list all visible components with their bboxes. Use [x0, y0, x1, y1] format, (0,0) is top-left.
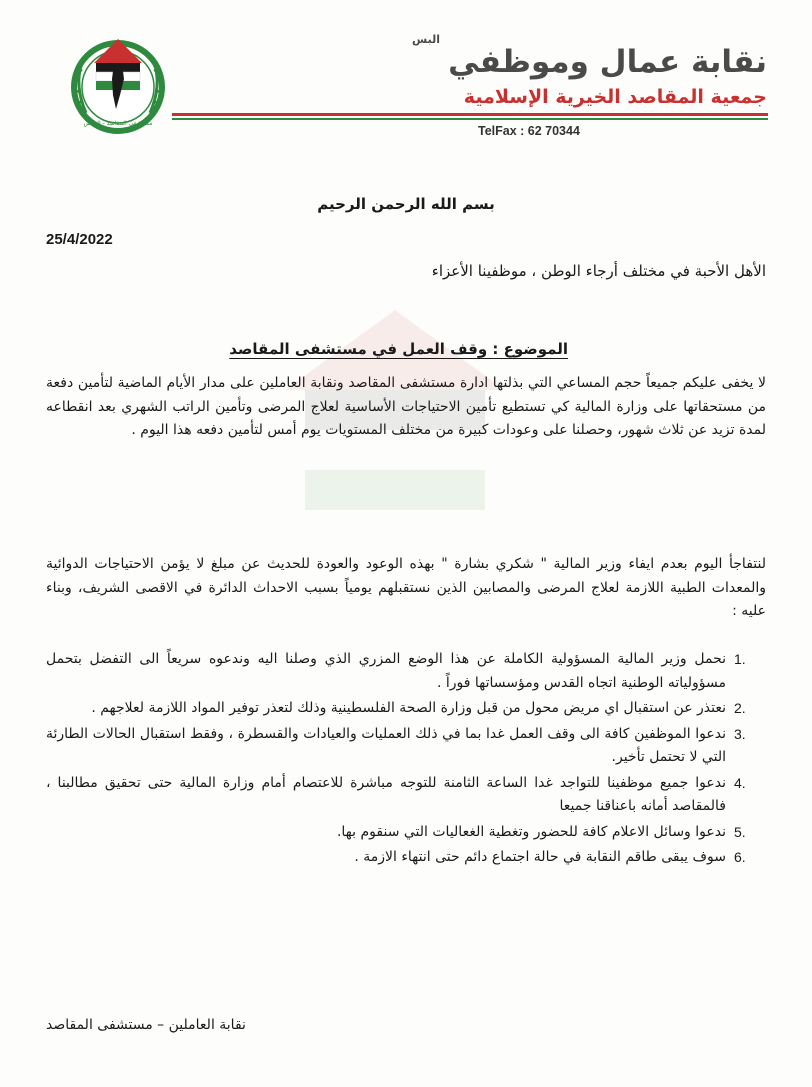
header-title-small: البس [412, 33, 440, 46]
greeting: الأهل الأحبة في مختلف أرجاء الوطن ، موظفينا الأعزاء [431, 262, 766, 280]
header-rule-green [172, 118, 768, 120]
paragraph-1: لا يخفى عليكم جميعاً حجم المساعي التي بذلتها ادارة مستشفى المقاصد ونقابة العاملين على مدار الأيام الماضية لتأمين دفعة من مستحقاتها على وزارة المالية كي تستطيع تأمين الاحتياجات الأساسية لعلاج المرضى وتأمين الراتب الشهري بعد انقطاعه لمدة تزيد عن ثلاث شهور، وحصلنا على وعودات كبيرة من مختلف المستويات يوم أمس لتأمين دفعه هذا اليوم . [46, 375, 766, 438]
header-subtitle: جمعية المقاصد الخيرية الإسلامية [463, 86, 767, 108]
list-item [46, 648, 766, 695]
paragraph-2: لنتفاجأ اليوم بعدم ايفاء وزير المالية " شكري بشارة " بهذه الوعود والعودة للحديث عن مبلغ لا يؤمن الاحتياجات الدوائية والمعدات الطبية اللازمة لعلاج المرضى والمصابين الذين نستقبلهم يومياً بسبب الاحداث الدائرة في الاقصى الشريف، وبناء عليه : [46, 556, 766, 619]
list-item [46, 821, 766, 845]
list-item [46, 723, 766, 770]
header-title: نقابة عمال وموظفي [448, 44, 767, 80]
list-item-text: نحمل وزير المالية المسؤولية الكاملة عن هذا الوضع المزري الذي وصلنا اليه وندعوه سريعاً الى التفضل بتحمل مسؤولياته الوطنية اتجاه القدس ومؤسساتها فوراً . [46, 651, 726, 691]
list-item-number: 1. [734, 651, 746, 667]
list-item-text: ندعوا الموظفين كافة الى وقف العمل غدا بما في ذلك العمليات والعيادات والقسطرة ، وفقط استقبال الحالات الطارئة التي لا تحتمل تأخير. [46, 725, 726, 765]
logo-text: مستشفى المقاصد - القدس [83, 120, 153, 127]
subject-line: الموضوع : وقف العمل في مستشفى المقاصد [229, 340, 568, 358]
list-item-text: ندعوا جميع موظفينا للتواجد غدا الساعة الثامنة للتوجه مباشرة للاعتصام أمام وزارة المالية حتى تحقيق مطالبنا ، فالمقاصد أمانه باعناقنا جميعا [46, 774, 726, 814]
list-item-number: 6. [734, 849, 746, 865]
list-item-text: سوف يبقى طاقم النقابة في حالة اجتماع دائم حتى انتهاء الازمة . [354, 849, 726, 865]
demands-list [46, 648, 766, 872]
list-item-number: 3. [734, 725, 746, 742]
list-item-number: 2. [734, 700, 746, 716]
list-item [46, 846, 766, 870]
list-item [46, 772, 766, 819]
basmala: بسم الله الرحمن الرحيم [317, 195, 495, 213]
signoff: نقابة العاملين – مستشفى المقاصد [46, 1017, 246, 1033]
list-item-number: 4. [734, 774, 746, 791]
header-rule-red [172, 113, 768, 116]
telfax: TelFax : 62 70344 [478, 124, 580, 138]
letter-date: 25/4/2022 [46, 231, 113, 248]
list-item-text: نعتذر عن استقبال اي مريض محول من قبل وزارة الصحة الفلسطينية وذلك لتعذر توفير المواد اللازمة لعلاجهم . [91, 700, 726, 716]
list-item-number: 5. [734, 823, 746, 840]
list-item-text: ندعوا وسائل الاعلام كافة للحضور وتغطية الغعاليات التي سنقوم بها. [336, 823, 726, 840]
union-emblem-icon [66, 33, 170, 137]
list-item [46, 697, 766, 721]
